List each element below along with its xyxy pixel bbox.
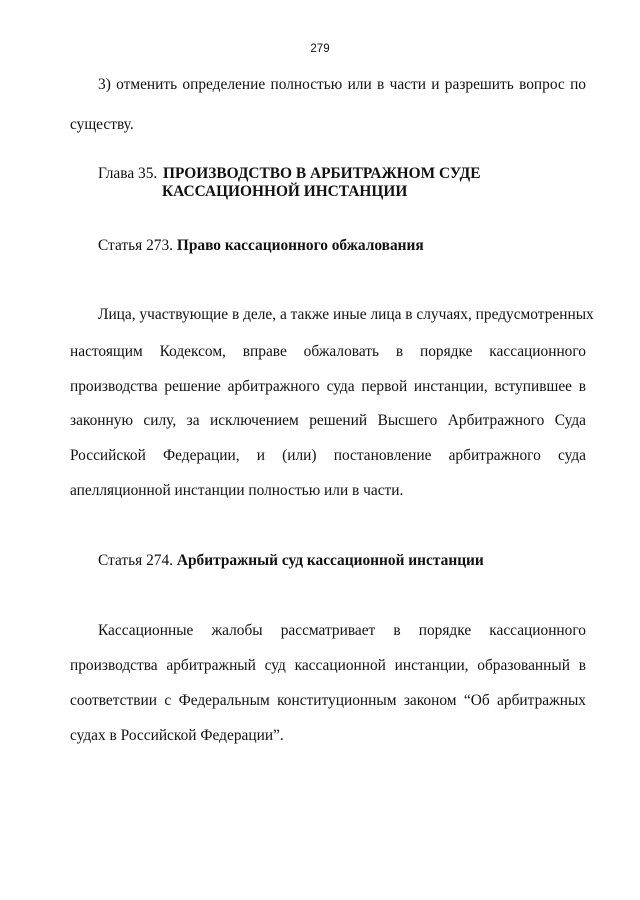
article-prefix: Статья 274. [98,552,174,569]
chapter-prefix: Глава 35. [98,165,158,182]
paragraph-line: 3) отменить определение полностью или в части и разрешить вопрос по [98,76,586,93]
paragraph-line: Лица, участвующие в деле, а также иные лица в случаях, предусмотренных [98,306,594,323]
paragraph-line: судах в Российской Федерации”. [70,727,284,744]
paragraph-line: законную силу, за исключением решений Высшего Арбитражного Суда [70,412,586,429]
paragraph-line: существу. [70,116,134,133]
paragraph-line: производства арбитражный суд кассационной инстанции, образованный в [70,657,586,674]
chapter-title-line-2: КАССАЦИОННОЙ ИНСТАНЦИИ [162,183,408,200]
page-number: 279 [310,43,330,55]
paragraph-line: настоящим Кодексом, вправе обжаловать в порядке кассационного [70,343,586,360]
paragraph-line: соответствии с Федеральным конституционным законом “Об арбитражных [70,692,586,709]
article-274-heading [98,551,484,571]
paragraph-line: Кассационные жалобы рассматривает в порядке кассационного [98,622,586,639]
paragraph-line: производства решение арбитражного суда первой инстанции, вступившее в [70,378,586,395]
article-273-heading [98,236,424,256]
article-prefix: Статья 273. [98,237,174,254]
article-title: Право кассационного обжалования [176,237,424,254]
chapter-title-line-1: ПРОИЗВОДСТВО В АРБИТРАЖНОМ СУДЕ [163,165,481,182]
paragraph-line: апелляционной инстанции полностью или в части. [70,482,404,499]
paragraph-line: Российской Федерации, и (или) постановление арбитражного суда [70,447,586,464]
article-title: Арбитражный суд кассационной инстанции [176,552,484,569]
